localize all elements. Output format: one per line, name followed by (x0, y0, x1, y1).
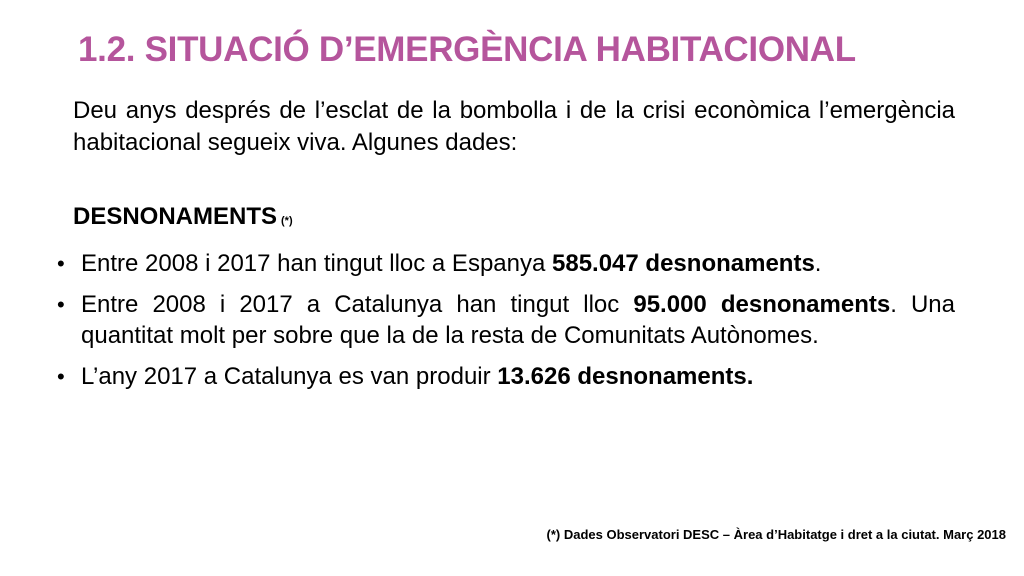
intro-paragraph: Deu anys després de l’esclat de la bombolla i de la crisi econòmica l’emergència habitacional segueix viva. Algunes dades: (73, 97, 955, 156)
bullet-text: Entre 2008 i 2017 han tingut lloc a Espanya (81, 250, 552, 277)
footnote-marker: (*) (281, 215, 293, 227)
bullet-suffix: . Una quantitat molt per sobre que la de la resta de Comunitats Autònomes. (81, 291, 955, 349)
bullet-item-2017 (55, 361, 955, 392)
bullet-highlight: 95.000 desnonaments (633, 291, 891, 318)
bullet-text: L’any 2017 a Catalunya es van produir (81, 363, 498, 390)
bullet-highlight: 585.047 desnonaments (552, 250, 815, 277)
bullet-item-catalonia (55, 289, 955, 351)
bullet-suffix: . (814, 250, 822, 277)
section-heading (73, 203, 293, 231)
bullet-list (55, 248, 955, 402)
section-heading-label: DESNONAMENTS (73, 203, 278, 230)
slide-title: 1.2. SITUACIÓ D’EMERGÈNCIA HABITACIONAL (78, 30, 856, 69)
source-footnote: (*) Dades Observatori DESC – Àrea d’Habitatge i dret a la ciutat. Març 2018 (546, 527, 1006, 542)
bullet-dot: • (57, 364, 65, 389)
bullet-dot: • (57, 251, 65, 276)
bullet-text: Entre 2008 i 2017 a Catalunya han tingut lloc (81, 291, 634, 318)
bullet-item-spain (55, 248, 955, 279)
bullet-dot: • (57, 292, 65, 317)
bullet-highlight: 13.626 desnonaments. (497, 363, 754, 390)
